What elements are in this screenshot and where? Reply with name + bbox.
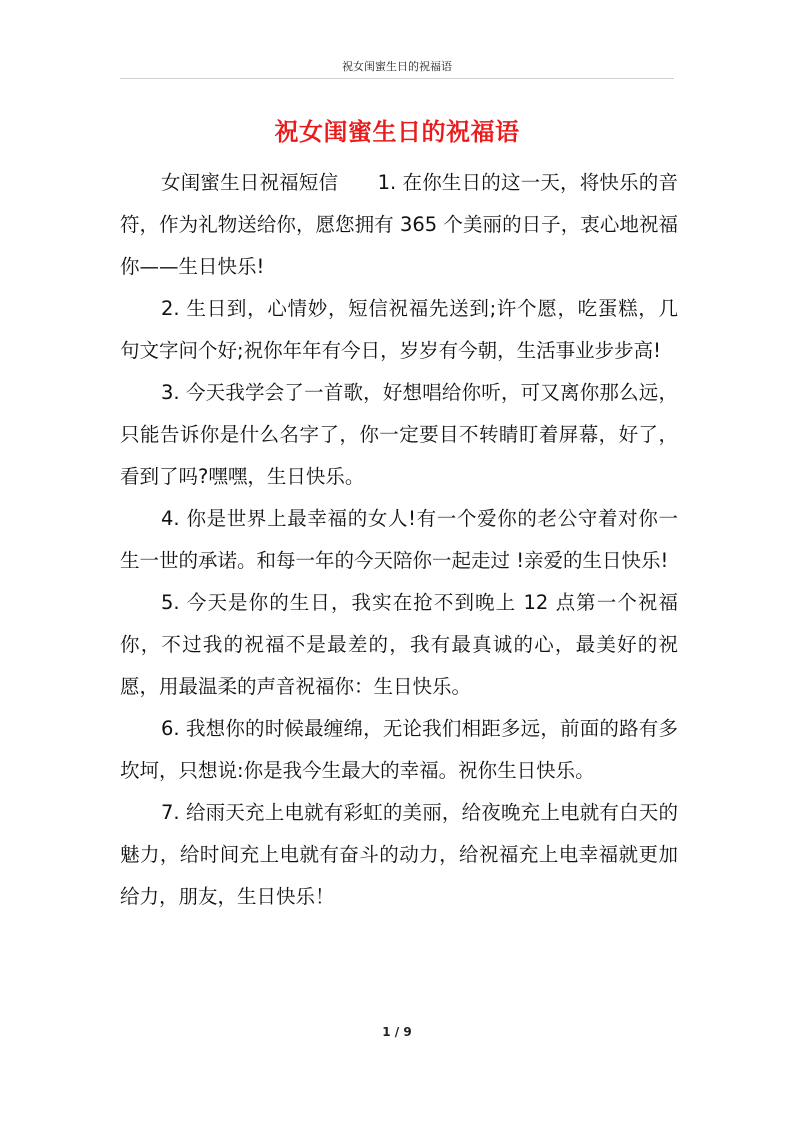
paragraph-4: 4. 你是世界上最幸福的女人!有一个爱你的老公守着对你一生一世的承诺。和每一年的今天陪你一起走过 !亲爱的生日快乐! xyxy=(120,507,678,572)
paragraph-7: 7. 给雨天充上电就有彩虹的美丽，给夜晚充上电就有白天的魅力，给时间充上电就有奋斗的动力，给祝福充上电幸福就更加给力，朋友，生日快乐！ xyxy=(120,801,678,908)
paragraph-2: 2. 生日到，心情妙，短信祝福先送到;许个愿，吃蛋糕，几句文字问个好;祝你年年有今日，岁岁有今朝，生活事业步步高! xyxy=(120,297,678,362)
document-title: 祝女闺蜜生日的祝福语 xyxy=(274,118,520,146)
paragraph-intro-1: 女闺蜜生日祝福短信 1. 在你生日的这一天，将快乐的音符，作为礼物送给你，愿您拥有 365 个美丽的日子，衷心地祝福你——生日快乐! xyxy=(120,171,678,278)
page-indicator: 1 / 9 xyxy=(382,1025,412,1039)
paragraph-6: 6. 我想你的时候最缠绵，无论我们相距多远，前面的路有多坎坷，只想说:你是我今生最大的幸福。祝你生日快乐。 xyxy=(120,717,678,782)
paragraph-5: 5. 今天是你的生日，我实在抢不到晚上 12 点第一个祝福你，不过我的祝福不是最差的，我有最真诚的心，最美好的祝愿，用最温柔的声音祝福你：生日快乐。 xyxy=(120,591,678,698)
header-divider xyxy=(120,78,674,79)
document-body xyxy=(120,162,678,918)
running-header: 祝女闺蜜生日的祝福语 xyxy=(342,60,452,73)
paragraph-3: 3. 今天我学会了一首歌，好想唱给你听，可又离你那么远，只能告诉你是什么名字了，你一定要目不转睛盯着屏幕，好了，看到了吗?嘿嘿，生日快乐。 xyxy=(120,381,678,488)
